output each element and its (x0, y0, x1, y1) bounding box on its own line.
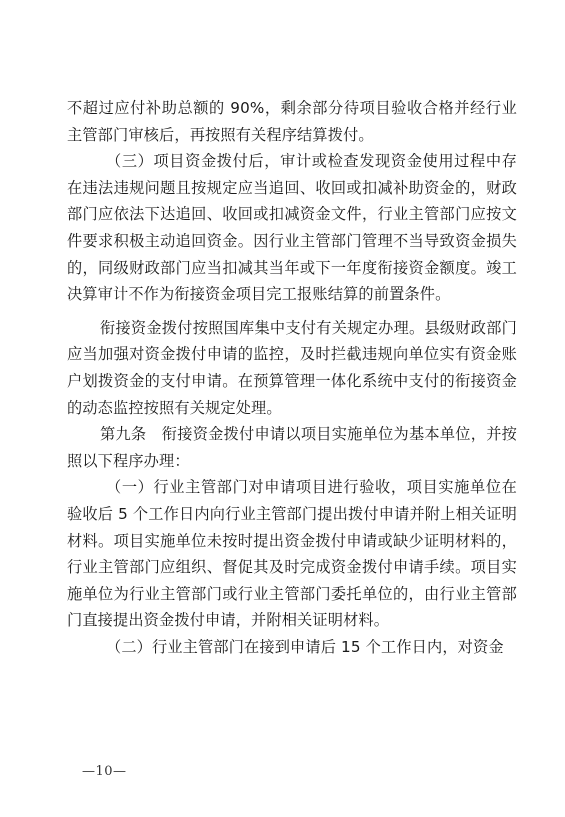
paragraph-item-2: （二）行业主管部门在接到申请后 15 个工作日内，对资金 (106, 637, 504, 656)
document-body (67, 95, 517, 660)
paragraph-treasury-payment: 衔接资金拨付按照国库集中支付有关规定办理。县级财政部门应当加强对资金拨付申请的监控，及时拦截违规向单位实有资金账户划拨资金的支付申请。在预算管理一体化系统中支付的衔接资金的动态监控按照有关规定处理。 (67, 318, 517, 417)
paragraph-item-1: （一）行业主管部门对申请项目进行验收，项目实施单位在验收后 5 个工作日内向行业主管部门提出拨付申请并附上相关证明材料。项目实施单位未按时提出资金拨付申请或缺少证明材料的，行业主管部门应组织、督促其及时完成资金拨付申请手续。项目实施单位为行业主管部门或行业主管部门委托单位的，由行业主管部门直接提出资金拨付申请，并附相关证明材料。 (67, 478, 517, 630)
paragraph-continuation: 不超过应付补助总额的 90%，剩余部分待项目验收合格并经行业主管部门审核后，再按照有关程序结算拨付。 (67, 99, 517, 144)
paragraph-article-9: 第九条 衔接资金拨付申请以项目实施单位为基本单位，并按照以下程序办理： (67, 425, 517, 470)
paragraph-item-3: （三）项目资金拨付后，审计或检查发现资金使用过程中存在违法违规问题且按规定应当追回、收回或扣减补助资金的，财政部门应依法下达追回、收回或扣减资金文件，行业主管部门应按文件要求积极主动追回资金。因行业主管部门管理不当导致资金损失的，同级财政部门应当扣减其当年或下一年度衔接资金额度。竣工决算审计不作为衔接资金项目完工报账结算的前置条件。 (67, 152, 517, 304)
page-number: —10— (82, 764, 127, 779)
